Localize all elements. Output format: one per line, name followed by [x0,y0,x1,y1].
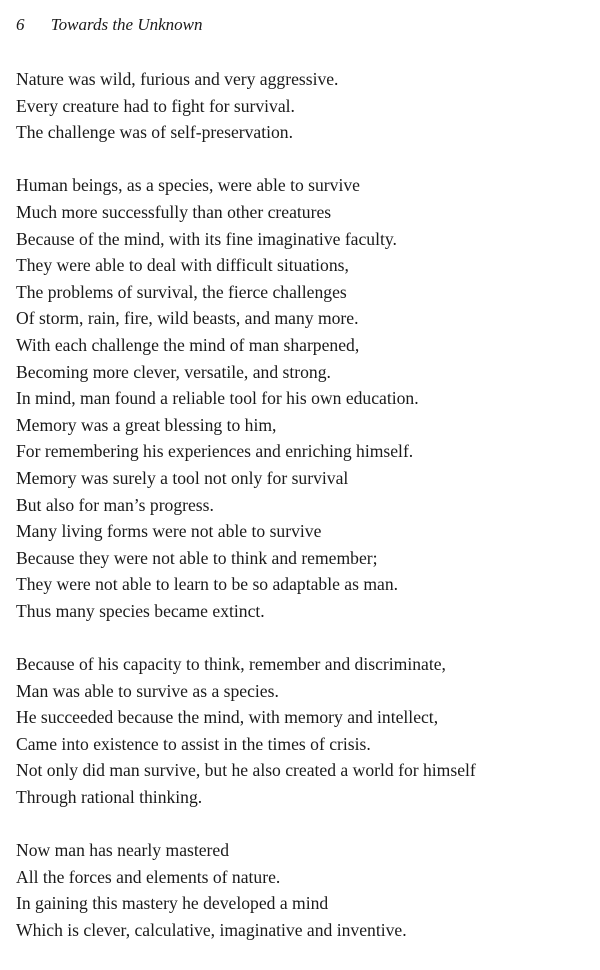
poem-line: The problems of survival, the fierce challenges [16,281,347,302]
poem-line: They were able to deal with difficult situations, [16,255,349,276]
stanza [16,172,596,624]
poem-line: Came into existence to assist in the times of crisis. [16,733,371,754]
poem-line: They were not able to learn to be so adaptable as man. [16,574,399,595]
poem-line: With each challenge the mind of man sharpened, [16,334,360,355]
stanza [16,66,596,146]
poem-line: Man was able to survive as a species. [16,680,279,701]
poem-line: He succeeded because the mind, with memory and intellect, [16,707,439,728]
poem-line: Becoming more clever, versatile, and strong. [16,361,331,382]
poem-line: The challenge was of self-preservation. [16,122,293,143]
stanza [16,837,596,943]
stanza [16,651,596,811]
poem-line: All the forces and elements of nature. [16,866,281,887]
poem-line: In mind, man found a reliable tool for his own education. [16,388,419,409]
poem-line: Thus many species became extinct. [16,600,265,621]
running-head [16,14,203,36]
poem-line: Memory was surely a tool not only for survival [16,467,349,488]
poem-line: Every creature had to fight for survival. [16,95,295,116]
poem-line: Much more successfully than other creatures [16,201,332,222]
poem-line: Many living forms were not able to survive [16,521,322,542]
poem-line: Nature was wild, furious and very aggressive. [16,69,339,89]
poem-line: Of storm, rain, fire, wild beasts, and many more. [16,308,359,329]
poem-line: Which is clever, calculative, imaginative and inventive. [16,920,407,940]
poem-line: Not only did man survive, but he also created a world for himself [16,760,476,781]
poem-line: Through rational thinking. [16,787,203,808]
poem-line: Human beings, as a species, were able to survive [16,175,360,196]
page-number: 6 [16,15,25,34]
poem-line: For remembering his experiences and enriching himself. [16,441,414,462]
poem-line: But also for man’s progress. [16,494,214,515]
poem-line: Because of his capacity to think, remember and discriminate, [16,654,446,675]
poem-line: Because they were not able to think and remember; [16,547,378,568]
poem-line: Because of the mind, with its fine imaginative faculty. [16,228,397,249]
poem-line: Now man has nearly mastered [16,840,230,861]
poem-line: Memory was a great blessing to him, [16,414,277,435]
book-title: Towards the Unknown [50,15,203,34]
poem-line: In gaining this mastery he developed a mind [16,893,329,914]
poem-body [16,66,596,970]
